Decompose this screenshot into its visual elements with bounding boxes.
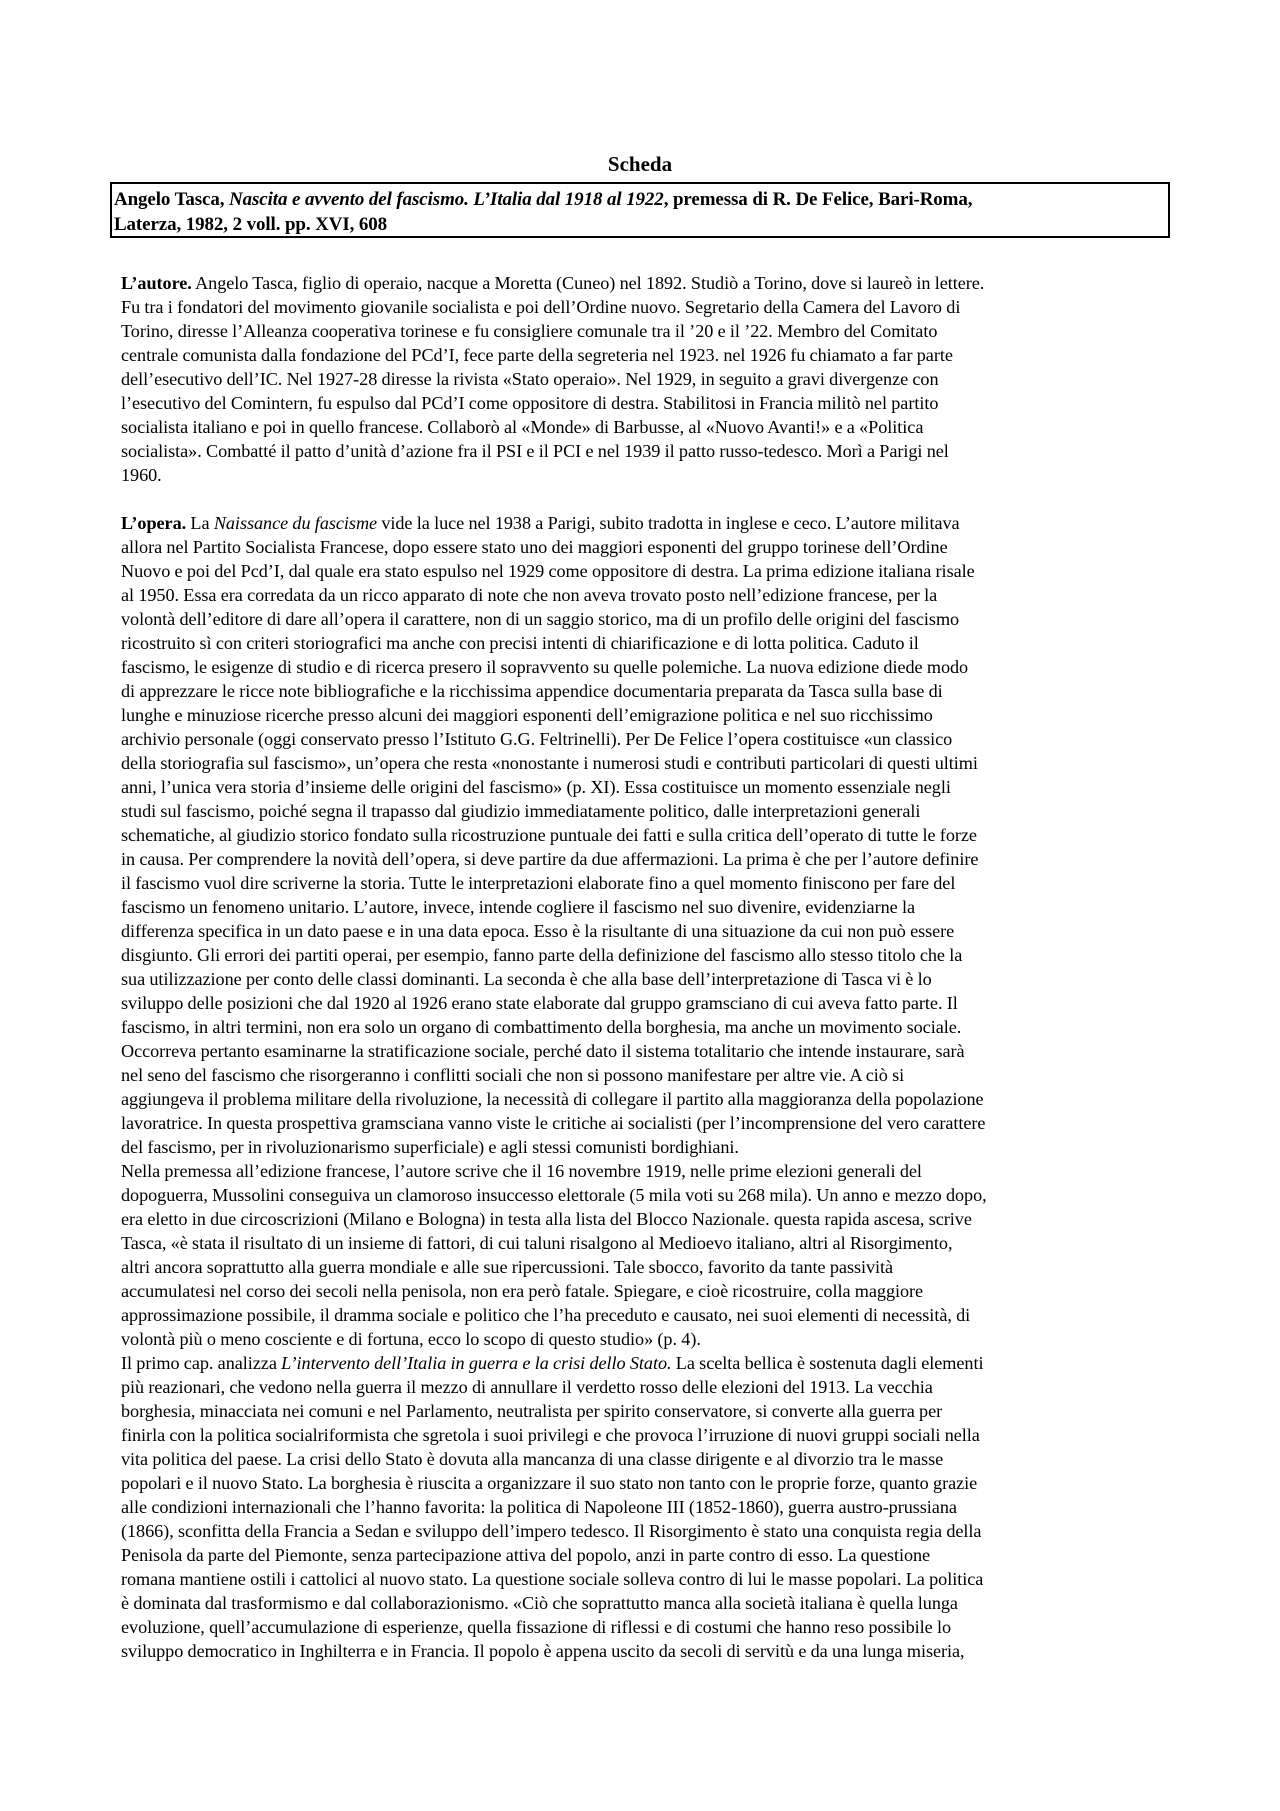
text-line: anni, l’unica vera storia d’insieme delle origini del fascismo» (p. XI). Essa costituisce un momento essenziale negli	[121, 777, 951, 797]
premessa-paragraph	[121, 1159, 1171, 1351]
text-line: centrale comunista dalla fondazione del PCd’I, fece parte della segreteria nel 1923. nel 1926 fu chiamato a far parte	[121, 345, 953, 365]
text-line: dopoguerra, Mussolini conseguiva un clamoroso insuccesso elettorale (5 mila voti su 268 mila). Un anno e mezzo dopo,	[121, 1185, 987, 1205]
text-line: borghesia, minacciata nei comuni e nel Parlamento, neutralista per spirito conservatore, si converte alla guerra per	[121, 1401, 943, 1421]
reference-work-title: Nascita e avvento del fascismo. L’Italia dal 1918 al 1922	[229, 189, 664, 210]
bibliographic-reference-box	[110, 182, 1170, 238]
text-line: al 1950. Essa era corredata da un ricco apparato di note che non aveva trovato posto nell’edizione francese, per la	[121, 585, 938, 605]
text-line: il fascismo vuol dire scriverne la storia. Tutte le interpretazioni elaborate fino a quel momento finiscono per fare del	[121, 873, 956, 893]
text-line: più reazionari, che vedono nella guerra il mezzo di annullare il verdetto rosso delle elezioni del 1913. La vecchia	[121, 1377, 933, 1397]
text-line: schematiche, al giudizio storico fondato sulla ricostruzione puntuale dei fatti e sulla critica dell’operato di tutte le forze	[121, 825, 977, 845]
text-line: Nuovo e poi del Pcd’I, dal quale era stato espulso nel 1929 come oppositore di destra. La prima edizione italiana risale	[121, 561, 975, 581]
chapter-title: L’intervento dell’Italia in guerra e la crisi dello Stato.	[281, 1353, 672, 1373]
text-line: Penisola da parte del Piemonte, senza partecipazione attiva del popolo, anzi in parte contro di esso. La questione	[121, 1545, 931, 1565]
text-line: sviluppo democratico in Inghilterra e in Francia. Il popolo è appena uscito da secoli di servitù e da una lunga miseria,	[121, 1641, 965, 1661]
text-line: disgiunto. Gli errori dei partiti operai, per esempio, fanno parte della definizione del fascismo allo stesso titolo che la	[121, 945, 963, 965]
opera-paragraph	[121, 511, 1171, 1159]
autore-heading: L’autore.	[121, 273, 192, 293]
text-line: alle condizioni internazionali che l’hanno favorita: la politica di Napoleone III (1852-1860), guerra austro-prussiana	[121, 1497, 957, 1517]
text-line: Nella premessa all’edizione francese, l’autore scrive che il 16 novembre 1919, nelle prime elezioni generali del	[121, 1161, 922, 1181]
body-text	[121, 271, 1171, 1663]
text-line: popolari e il nuovo Stato. La borghesia è riuscita a organizzare il suo stato non tanto con le proprie forze, quanto grazie	[121, 1473, 978, 1493]
reference-line-1	[114, 187, 1166, 212]
autore-paragraph	[121, 271, 1171, 487]
text-line: approssimazione possibile, il dramma sociale e politico che l’ha preceduto e causato, nei suoi elementi di necessità, di	[121, 1305, 971, 1325]
text-line: è dominata dal trasformismo e dal collaborazionismo. «Ciò che soprattutto manca alla società italiana è quella lunga	[121, 1593, 958, 1613]
text-line: socialista». Combatté il patto d’unità d’azione fra il PSI e il PCI e nel 1939 il patto russo-tedesco. Morì a Parigi nel	[121, 441, 949, 461]
text-line: sua utilizzazione per conto delle classi dominanti. La seconda è che alla base dell’interpretazione di Tasca vi è lo	[121, 969, 932, 989]
primo-capitolo-paragraph	[121, 1351, 1171, 1663]
opera-heading: L’opera.	[121, 513, 187, 533]
text-line: socialista italiano e poi in quello francese. Collaborò al «Monde» di Barbusse, al «Nuovo Avanti!» e a «Politica	[121, 417, 924, 437]
text-line: (1866), sconfitta della Francia a Sedan e sviluppo dell’impero tedesco. Il Risorgimento è stato una conquista regia della	[121, 1521, 982, 1541]
text-line: Il primo cap. analizza L’intervento dell’Italia in guerra e la crisi dello Stato. La scelta bellica è sostenuta dagli elementi	[121, 1353, 984, 1373]
text-line: Occorreva pertanto esaminarne la stratificazione sociale, perché dato il sistema totalitario che intende instaurare, sarà	[121, 1041, 965, 1061]
text-line: nel seno del fascismo che risorgeranno i conflitti sociali che non si possono manifestare per altre vie. A ciò si	[121, 1065, 905, 1085]
reference-author: Angelo Tasca,	[114, 189, 230, 210]
page-title: Scheda	[607, 152, 673, 176]
text-line: finirla con la politica socialriformista che sgretola i suoi privilegi e che provoca l’irruzione di nuovi gruppi sociali nella	[121, 1425, 980, 1445]
text-line: Tasca, «è stata il risultato di un insieme di fattori, di cui taluni risalgono al Medioevo italiano, altri al Risorgimento,	[121, 1233, 953, 1253]
naissance-title: Naissance du fascisme	[213, 513, 378, 533]
text-line: archivio personale (oggi conservato presso l’Istituto G.G. Feltrinelli). Per De Felice l’opera costituisce «un classico	[121, 729, 953, 749]
text-line: evoluzione, quell’accumulazione di esperienze, quella fissazione di riflessi e di costumi che hanno reso possibile lo	[121, 1617, 952, 1637]
text-line: romana mantiene ostili i cattolici al nuovo stato. La questione sociale solleva contro di lui le masse popolari. La politica	[121, 1569, 984, 1589]
text-line: studi sul fascismo, poiché segna il trapasso dal giudizio immediatamente politico, dalle interpretazioni generali	[121, 801, 921, 821]
text-line: altri ancora soprattutto alla guerra mondiale e alle sue ripercussioni. Tale sbocco, favorito da tante passività	[121, 1257, 894, 1277]
reference-details: , premessa di R. De Felice, Bari-Roma,	[663, 189, 973, 210]
text-line: accumulatesi nel corso dei secoli nella penisola, non era però fatale. Spiegare, e cioè ricostruire, colla maggiore	[121, 1281, 924, 1301]
text-line: fascismo, le esigenze di studio e di ricerca presero il sopravvento su quelle polemiche. La nuova edizione diede modo	[121, 657, 969, 677]
text-line: aggiungeva il problema militare della rivoluzione, la necessità di collegare il partito alla maggioranza della popolazione	[121, 1089, 984, 1109]
text-line: ricostruito sì con criteri storiografici ma anche con precisi intenti di chiarificazione e di lotta politica. Caduto il	[121, 633, 919, 653]
reference-line-2: Laterza, 1982, 2 voll. pp. XVI, 608	[114, 214, 388, 235]
text-line: sviluppo delle posizioni che dal 1920 al 1926 erano state elaborate dal gruppo gramsciano di cui aveva fatto parte. Il	[121, 993, 958, 1013]
text-line: vita politica del paese. La crisi dello Stato è dovuta alla mancanza di una classe dirigente e al divorzio tra le masse	[121, 1449, 944, 1469]
text-line: fascismo un fenomeno unitario. L’autore, invece, intende cogliere il fascismo nel suo divenire, evidenziarne la	[121, 897, 915, 917]
text-line: L’opera. La Naissance du fascisme vide la luce nel 1938 a Parigi, subito tradotta in inglese e ceco. L’autore militava	[121, 513, 960, 533]
text-line: di apprezzare le ricce note bibliografiche e la ricchissima appendice documentaria preparata da Tasca sulla base di	[121, 681, 943, 701]
text-line: lunghe e minuziose ricerche presso alcuni dei maggiori esponenti dell’emigrazione politica e nel suo ricchissimo	[121, 705, 933, 725]
text-line: Torino, diresse l’Alleanza cooperativa torinese e fu consigliere comunale tra il ’20 e il ’22. Membro del Comitato	[121, 321, 938, 341]
text-line: differenza specifica in un dato paese e in una data epoca. Esso è la risultante di una situazione da cui non può essere	[121, 921, 955, 941]
text-line: lavoratrice. In questa prospettiva gramsciana vanno viste le critiche ai socialisti (per l’incomprensione del vero carattere	[121, 1113, 986, 1133]
text-line: 1960.	[121, 465, 162, 485]
text-line: allora nel Partito Socialista Francese, dopo essere stato uno dei maggiori esponenti del gruppo torinese dell’Ordine	[121, 537, 948, 557]
text-line: fascismo, in altri termini, non era solo un organo di combattimento della borghesia, ma anche un movimento sociale.	[121, 1017, 962, 1037]
text-line: del fascismo, per in rivoluzionarismo superficiale) e agli stessi comunisti bordighiani.	[121, 1137, 739, 1157]
text-line: era eletto in due circoscrizioni (Milano e Bologna) in testa alla lista del Blocco Nazionale. questa rapida ascesa, scrive	[121, 1209, 972, 1229]
text-line: dell’esecutivo dell’IC. Nel 1927-28 diresse la rivista «Stato operaio». Nel 1929, in seguito a gravi divergenze con	[121, 369, 939, 389]
text-line: volontà dell’editore di dare all’opera il carattere, non di un saggio storico, ma di un profilo delle origini del fascismo	[121, 609, 960, 629]
text-line: in causa. Per comprendere la novità dell’opera, si deve partire da due affermazioni. La prima è che per l’autore definire	[121, 849, 979, 869]
text-line: L’autore. Angelo Tasca, figlio di operaio, nacque a Moretta (Cuneo) nel 1892. Studiò a Torino, dove si laureò in lettere.	[121, 273, 985, 293]
text-line: volontà più o meno cosciente e di fortuna, ecco lo scopo di questo studio» (p. 4).	[121, 1329, 701, 1349]
text-line: della storiografia sul fascismo», un’opera che resta «nonostante i numerosi studi e contributi particolari di questi ultimi	[121, 753, 978, 773]
text-line: l’esecutivo del Comintern, fu espulso dal PCd’I come oppositore di destra. Stabilitosi in Francia militò nel partito	[121, 393, 939, 413]
text-line: Fu tra i fondatori del movimento giovanile socialista e poi dell’Ordine nuovo. Segretario della Camera del Lavoro di	[121, 297, 961, 317]
